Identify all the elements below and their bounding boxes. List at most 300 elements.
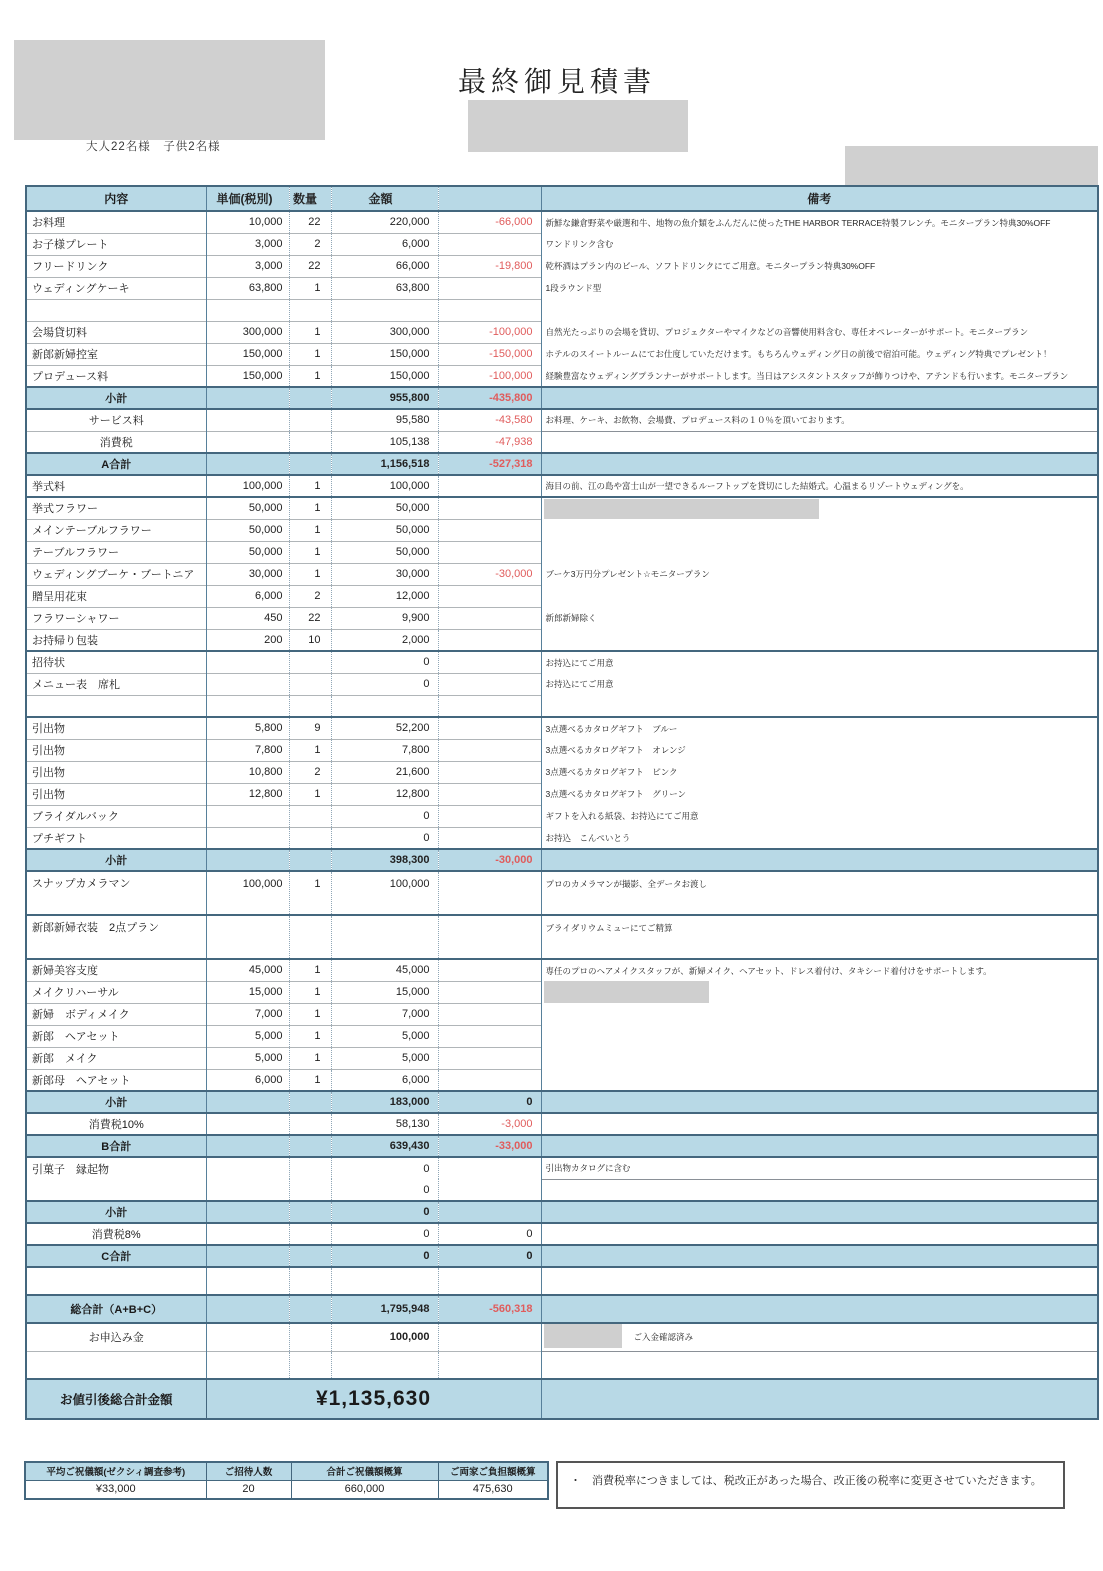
amount: 150,000: [331, 343, 438, 365]
remark: [541, 1069, 1098, 1091]
unit-price: [206, 409, 289, 431]
amount: 0: [331, 1223, 438, 1245]
quantity: 1: [289, 739, 331, 761]
summary-table: [24, 1461, 549, 1500]
quantity: 1: [289, 563, 331, 585]
family-burden-estimate-value: 475,630: [438, 1480, 548, 1499]
unit-price: [206, 673, 289, 695]
table-row: [26, 541, 1098, 563]
discount: -30,000: [438, 563, 541, 585]
quantity: [289, 1157, 331, 1179]
quantity: 9: [289, 717, 331, 739]
remark: [541, 563, 1098, 585]
remark: [541, 343, 1098, 365]
amount: 150,000: [331, 365, 438, 387]
remark-text: ホテルのスイートルームにてお仕度していただけます。もちろんウェディング日の前後で宿泊可能。ウェディング特典でプレゼント！: [545, 349, 1052, 359]
amount: 12,000: [331, 585, 438, 607]
unit-price: 150,000: [206, 365, 289, 387]
col-amount: 金額: [331, 186, 438, 211]
discount: [438, 695, 541, 717]
discount: [438, 827, 541, 849]
remark-text: 新郎新婦除く: [545, 613, 597, 623]
table-row: [26, 761, 1098, 783]
row-label: 引出物: [26, 761, 206, 783]
unit-price: 10,000: [206, 211, 289, 233]
row-label: 新婦 ボディメイク: [26, 1003, 206, 1025]
row-label: お料理: [26, 211, 206, 233]
discount: [438, 475, 541, 497]
average-gift-value: ¥33,000: [25, 1480, 206, 1499]
amount: [331, 1351, 438, 1379]
remark-text: ワンドリンク含む: [545, 239, 614, 249]
row-label: 新郎 メイク: [26, 1047, 206, 1069]
unit-price: [206, 1223, 289, 1245]
table-row: [26, 1047, 1098, 1069]
quantity: 1: [289, 871, 331, 915]
remark: [541, 1351, 1098, 1379]
table-row: [26, 255, 1098, 277]
table-row: [26, 365, 1098, 387]
table-row: [26, 673, 1098, 695]
amount: 0: [331, 651, 438, 673]
remark-text: 専任のプロのヘアメイクスタッフが、新婦メイク、ヘアセット、ドレス着付け、タキシード着付けをサポートします。: [545, 965, 992, 976]
remark: [541, 827, 1098, 849]
amount: 300,000: [331, 321, 438, 343]
row-label: メインテーブルフラワー: [26, 519, 206, 541]
discount: -3,000: [438, 1113, 541, 1135]
remark: [541, 497, 1098, 519]
quantity: 1: [289, 277, 331, 299]
remark-text: 海目の前、江の島や富士山が一望できるルーフトップを貸切にした結婚式。心温まるリゾートウェディングを。: [545, 481, 969, 491]
table-row: [26, 805, 1098, 827]
quantity: [289, 695, 331, 717]
table-row: [26, 387, 1098, 409]
estimate-table: [25, 185, 1099, 1420]
unit-price: 50,000: [206, 541, 289, 563]
table-row: [26, 1267, 1098, 1295]
quantity: [289, 915, 331, 959]
discount: [438, 651, 541, 673]
discount: [438, 673, 541, 695]
quantity: 22: [289, 255, 331, 277]
quantity: [289, 849, 331, 871]
amount: 220,000: [331, 211, 438, 233]
row-label: 消費税8%: [26, 1223, 206, 1245]
note-text: ・ 消費税率につきましては、税改正があった場合、改正後の税率に変更させていただきます。: [570, 1475, 1042, 1487]
amount: 0: [331, 1201, 438, 1223]
amount: 9,900: [331, 607, 438, 629]
unit-price: 100,000: [206, 871, 289, 915]
quantity: 1: [289, 541, 331, 563]
col-qty: 数量: [289, 186, 331, 211]
discount: -30,000: [438, 849, 541, 871]
table-row: [26, 453, 1098, 475]
table-row: [26, 409, 1098, 431]
table-row: [26, 233, 1098, 255]
guest-number-value: 20: [206, 1480, 291, 1499]
unit-price: [206, 431, 289, 453]
row-label: 新郎母 ヘアセット: [26, 1069, 206, 1091]
table-header-row: [26, 186, 1098, 211]
discount: [438, 629, 541, 651]
unit-price: 5,800: [206, 717, 289, 739]
quantity: 1: [289, 1047, 331, 1069]
discount: [438, 1003, 541, 1025]
table-row: [26, 1113, 1098, 1135]
discount: [438, 585, 541, 607]
table-row: [26, 871, 1098, 915]
col-family-burden-estimate: ご両家ご負担額概算: [438, 1462, 548, 1480]
table-row: [26, 783, 1098, 805]
quantity: 22: [289, 607, 331, 629]
amount: 0: [331, 805, 438, 827]
unit-price: 50,000: [206, 497, 289, 519]
amount: 6,000: [331, 233, 438, 255]
remark: [541, 959, 1098, 981]
unit-price: [206, 1351, 289, 1379]
discount: [438, 959, 541, 981]
remark: [541, 629, 1098, 651]
discount: -100,000: [438, 321, 541, 343]
remark: [541, 365, 1098, 387]
table-row: [26, 343, 1098, 365]
amount: 63,800: [331, 277, 438, 299]
discount: [438, 1157, 541, 1179]
row-label: ウェディングケーキ: [26, 277, 206, 299]
remark: [541, 1201, 1098, 1223]
quantity: [289, 453, 331, 475]
table-row: [26, 849, 1098, 871]
amount: 7,000: [331, 1003, 438, 1025]
grand-total-value: ¥1,135,630: [206, 1379, 541, 1419]
amount: 7,800: [331, 739, 438, 761]
unit-price: 3,000: [206, 255, 289, 277]
discount: [438, 1267, 541, 1295]
amount: 955,800: [331, 387, 438, 409]
quantity: 1: [289, 1025, 331, 1047]
quantity: 1: [289, 981, 331, 1003]
amount: 398,300: [331, 849, 438, 871]
amount: 0: [331, 1245, 438, 1267]
row-label: 新婦美容支度: [26, 959, 206, 981]
remark: [541, 695, 1098, 717]
quantity: [289, 1295, 331, 1323]
quantity: 1: [289, 783, 331, 805]
remark: [541, 1295, 1098, 1323]
quantity: [289, 827, 331, 849]
remark: [541, 981, 1098, 1003]
col-remarks: 備考: [541, 186, 1098, 211]
row-label: [26, 1179, 206, 1201]
quantity: [289, 1179, 331, 1201]
table-row: [26, 519, 1098, 541]
row-label: テーブルフラワー: [26, 541, 206, 563]
table-row: [26, 1069, 1098, 1091]
unit-price: 300,000: [206, 321, 289, 343]
table-row: [26, 1295, 1098, 1323]
col-average-gift: 平均ご祝儀額(ゼクシィ調査参考): [25, 1462, 206, 1480]
discount: [438, 783, 541, 805]
remark-text: ギフトを入れる紙袋、お持込にてご用意: [545, 811, 699, 821]
remark-text: お持込にてご用意: [545, 679, 614, 689]
remark: [541, 849, 1098, 871]
quantity: 2: [289, 761, 331, 783]
amount: 12,800: [331, 783, 438, 805]
row-label: B合計: [26, 1135, 206, 1157]
row-label: ブライダルバック: [26, 805, 206, 827]
page-title: 最終御見積書: [458, 66, 657, 97]
quantity: 1: [289, 365, 331, 387]
amount: [331, 1267, 438, 1295]
table-row: [26, 1179, 1098, 1201]
summary-header-row: [25, 1462, 548, 1480]
table-row: [26, 1351, 1098, 1379]
amount: 50,000: [331, 497, 438, 519]
quantity: [289, 1223, 331, 1245]
table-row: [26, 739, 1098, 761]
row-label: フラワーシャワー: [26, 607, 206, 629]
amount: 52,200: [331, 717, 438, 739]
remark: [541, 607, 1098, 629]
remark: [541, 871, 1098, 915]
amount: 58,130: [331, 1113, 438, 1135]
col-guest-number: ご招待人数: [206, 1462, 291, 1480]
unit-price: 100,000: [206, 475, 289, 497]
row-label: 引出物: [26, 783, 206, 805]
unit-price: [206, 1157, 289, 1179]
remark: [541, 739, 1098, 761]
col-discount: [438, 186, 541, 211]
discount: [438, 541, 541, 563]
row-label: 新郎新婦控室: [26, 343, 206, 365]
remark: [541, 673, 1098, 695]
quantity: 1: [289, 475, 331, 497]
quantity: [289, 673, 331, 695]
remark: [541, 387, 1098, 409]
quantity: [289, 1135, 331, 1157]
redacted-box: [544, 1323, 622, 1348]
remark: [541, 915, 1098, 959]
unit-price: [206, 1267, 289, 1295]
remark: [541, 651, 1098, 673]
remark-text: お持込にてご用意: [545, 657, 614, 668]
remark: [541, 519, 1098, 541]
row-label: 小計: [26, 1201, 206, 1223]
amount: 1,795,948: [331, 1295, 438, 1323]
row-label: サービス料: [26, 409, 206, 431]
table-row: [26, 1025, 1098, 1047]
remark: [541, 453, 1098, 475]
discount: [438, 277, 541, 299]
remark-text: 3点選べるカタログギフト ピンク: [545, 767, 678, 777]
unit-price: 45,000: [206, 959, 289, 981]
unit-price: [206, 387, 289, 409]
redacted-box: [14, 40, 325, 140]
quantity: 10: [289, 629, 331, 651]
remark: [541, 409, 1098, 431]
row-label: 小計: [26, 849, 206, 871]
discount: [438, 519, 541, 541]
remark: [541, 475, 1098, 497]
remark: [541, 233, 1098, 255]
unit-price: [206, 1091, 289, 1113]
amount: 5,000: [331, 1025, 438, 1047]
remark-text: ブーケ3万円分プレゼント☆モニタープラン: [545, 569, 710, 579]
remark-text: お料理、ケーキ、お飲物、会場費、プロデュース料の１０％を頂いております。: [545, 415, 850, 426]
quantity: [289, 387, 331, 409]
row-label: お持帰り包装: [26, 629, 206, 651]
unit-price: 3,000: [206, 233, 289, 255]
table-row: [26, 475, 1098, 497]
row-label: 引出物: [26, 717, 206, 739]
amount: 66,000: [331, 255, 438, 277]
amount: 45,000: [331, 959, 438, 981]
row-label: 引出物: [26, 739, 206, 761]
unit-price: 200: [206, 629, 289, 651]
amount: 0: [331, 673, 438, 695]
table-row: [26, 607, 1098, 629]
remark: [541, 1245, 1098, 1267]
row-label: フリードリンク: [26, 255, 206, 277]
remark: [541, 1179, 1098, 1201]
table-row: [26, 321, 1098, 343]
amount: 100,000: [331, 475, 438, 497]
quantity: 1: [289, 1003, 331, 1025]
table-row: [26, 1003, 1098, 1025]
guest-count: 大人22名様 子供2名様: [86, 141, 221, 153]
table-row: [26, 1323, 1098, 1351]
unit-price: 7,000: [206, 1003, 289, 1025]
discount: -47,938: [438, 431, 541, 453]
quantity: 1: [289, 343, 331, 365]
amount: 0: [331, 1179, 438, 1201]
remark-text: 自然光たっぷりの会場を貸切、プロジェクターやマイクなどの音響使用料含む、専任オペレーターがサポート。モニタープラン: [545, 327, 1029, 337]
unit-price: [206, 1201, 289, 1223]
unit-price: 30,000: [206, 563, 289, 585]
amount: 639,430: [331, 1135, 438, 1157]
discount: [438, 299, 541, 321]
table-row: [26, 1379, 1098, 1419]
remark-text: 引出物カタログに含む: [545, 1163, 631, 1174]
summary-value-row: [25, 1480, 548, 1499]
amount: 100,000: [331, 871, 438, 915]
table-row: [26, 981, 1098, 1003]
table-row: [26, 629, 1098, 651]
amount: [331, 299, 438, 321]
row-label: 会場貸切料: [26, 321, 206, 343]
discount: [438, 1179, 541, 1201]
remark: [541, 1323, 1098, 1351]
redacted-box: [468, 100, 688, 152]
row-label: 消費税10%: [26, 1113, 206, 1135]
row-label: 小計: [26, 1091, 206, 1113]
row-label: スナップカメラマン: [26, 871, 206, 915]
unit-price: 6,000: [206, 1069, 289, 1091]
unit-price: [206, 695, 289, 717]
discount: -43,580: [438, 409, 541, 431]
row-label: 新郎 ヘアセット: [26, 1025, 206, 1047]
table-row: [26, 563, 1098, 585]
remark: [541, 1267, 1098, 1295]
discount: [438, 497, 541, 519]
table-row: [26, 717, 1098, 739]
table-row: [26, 827, 1098, 849]
remark-text: 3点選べるカタログギフト グリーン: [545, 789, 687, 799]
table-row: [26, 915, 1098, 959]
unit-price: 15,000: [206, 981, 289, 1003]
row-label: C合計: [26, 1245, 206, 1267]
discount: [438, 1047, 541, 1069]
remark: [541, 1157, 1098, 1179]
row-label: [26, 1267, 206, 1295]
unit-price: 63,800: [206, 277, 289, 299]
unit-price: 7,800: [206, 739, 289, 761]
table-row: [26, 277, 1098, 299]
table-row: [26, 497, 1098, 519]
remark: [541, 1025, 1098, 1047]
note-box: [556, 1461, 1065, 1509]
discount: [438, 607, 541, 629]
discount: -19,800: [438, 255, 541, 277]
unit-price: [206, 1245, 289, 1267]
table-row: [26, 431, 1098, 453]
table-row: [26, 1135, 1098, 1157]
unit-price: 150,000: [206, 343, 289, 365]
discount: 0: [438, 1223, 541, 1245]
unit-price: [206, 805, 289, 827]
discount: -33,000: [438, 1135, 541, 1157]
row-label: 総合計（A+B+C）: [26, 1295, 206, 1323]
table-row: [26, 1245, 1098, 1267]
table-row: [26, 1091, 1098, 1113]
row-label: [26, 695, 206, 717]
quantity: 1: [289, 321, 331, 343]
table-row: [26, 1223, 1098, 1245]
quantity: [289, 409, 331, 431]
remark: [541, 1135, 1098, 1157]
quantity: 1: [289, 959, 331, 981]
unit-price: 10,800: [206, 761, 289, 783]
row-label: 贈呈用花束: [26, 585, 206, 607]
table-row: [26, 1201, 1098, 1223]
discount: [438, 1069, 541, 1091]
discount: 0: [438, 1245, 541, 1267]
row-label: A合計: [26, 453, 206, 475]
remark: [541, 299, 1098, 321]
unit-price: [206, 827, 289, 849]
amount: 2,000: [331, 629, 438, 651]
remark: [541, 277, 1098, 299]
unit-price: 5,000: [206, 1047, 289, 1069]
grand-total-label: お値引後総合計金額: [26, 1379, 206, 1419]
quantity: [289, 431, 331, 453]
discount: [438, 805, 541, 827]
table-row: [26, 1157, 1098, 1179]
remark-text: ご入金確認済み: [633, 1332, 694, 1343]
discount: -66,000: [438, 211, 541, 233]
unit-price: [206, 915, 289, 959]
unit-price: [206, 1323, 289, 1351]
table-row: [26, 585, 1098, 607]
remark-text: お持込 こんぺいとう: [545, 832, 631, 843]
discount: [438, 233, 541, 255]
amount: 50,000: [331, 541, 438, 563]
remark: [541, 761, 1098, 783]
col-total-gift-estimate: 合計ご祝儀額概算: [291, 1462, 438, 1480]
discount: -560,318: [438, 1295, 541, 1323]
amount: 5,000: [331, 1047, 438, 1069]
table-row: [26, 959, 1098, 981]
